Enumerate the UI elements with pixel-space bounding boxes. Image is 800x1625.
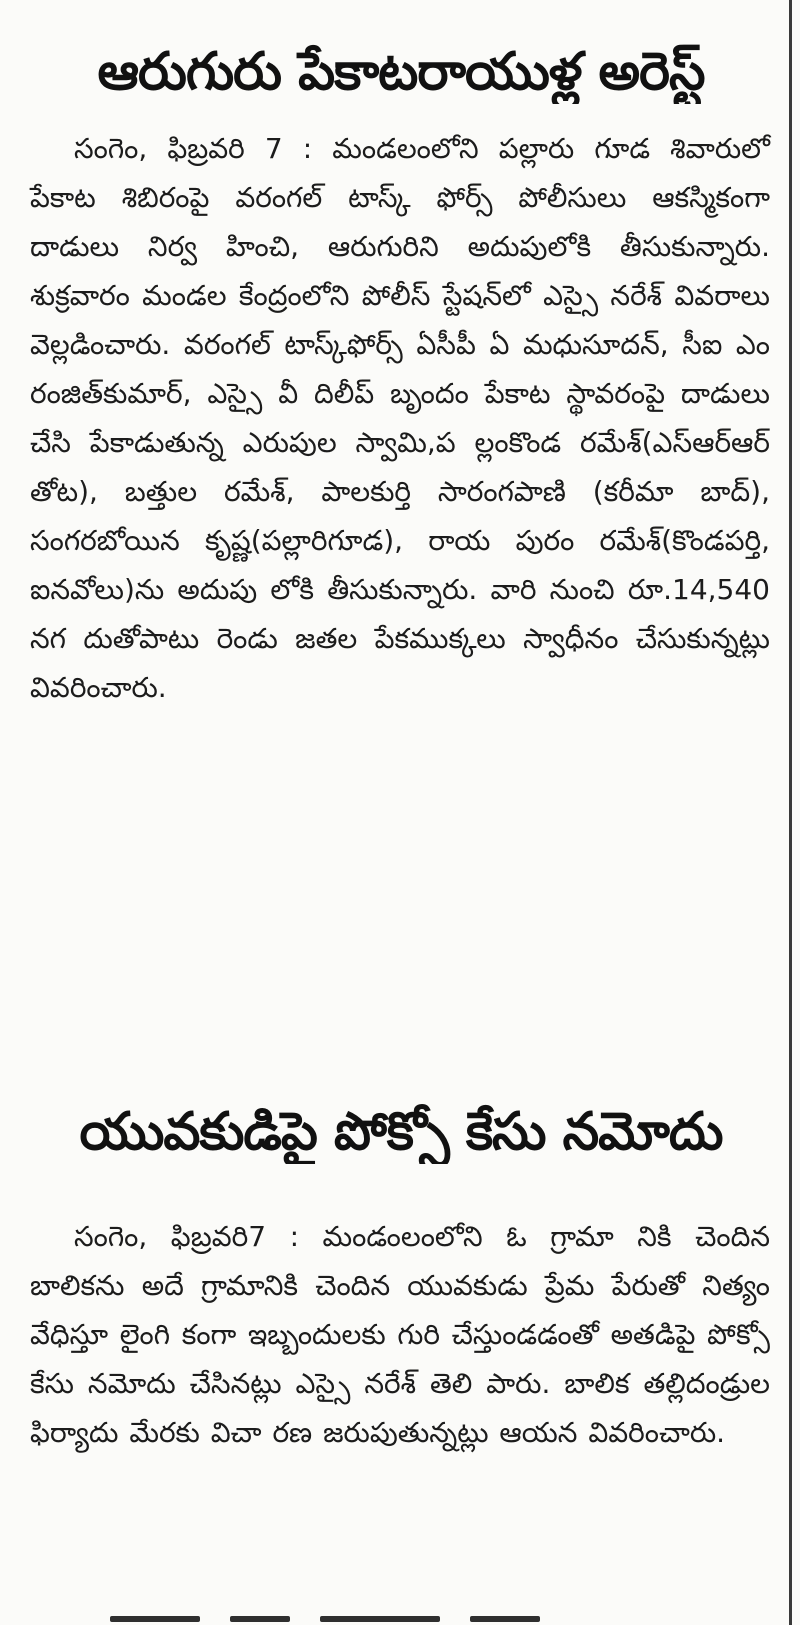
- headline-arrest: ఆరుగురు పేకాటరాయుళ్ల అరెస్ట్: [97, 42, 705, 102]
- cropped-text-fragment-top: [150, 0, 290, 8]
- headline-pocso: యువకుడిపై పోక్సో కేసు నమోదు: [79, 1102, 723, 1162]
- article-body-pocso: సంగెం, ఫిబ్రవరి7 : మండంలంలోని ఓ గ్రామా నికి చెందిన బాలికను అదే గ్రామానికి చెందిన యువకుడు ప్రేమ పేరుతో నిత్యం వేధిస్తూ లైంగి కంగా ఇబ్బందులకు గురి చేస్తుండడంతో అతడిపై పోక్సో కేసు నమోదు చేసినట్లు ఎస్సై నరేశ్ తెలి పారు. బాలిక తల్లిదండ్రుల ఫిర్యాదు మేరకు విచా రణ జరుపుతున్నట్లు ఆయన వివరించారు.: [30, 1220, 770, 1449]
- column-rule: [789, 0, 792, 1625]
- cropped-text-fragment-bottom: [70, 1606, 710, 1625]
- article-body-arrest: సంగెం, ఫిబ్రవరి 7 : మండలంలోని పల్లారు గూడ శివారులో పేకాట శిబిరంపై వరంగల్ టాస్క్ ఫోర్స్ పోలీసులు ఆకస్మికంగా దాడులు నిర్వ హించి, ఆరుగురిని అదుపులోకి తీసుకున్నారు. శుక్రవారం మండల కేంద్రంలోని పోలీస్ స్టేషన్‌లో ఎస్సై నరేశ్ వివరాలు వెల్లడించారు. వరంగల్ టాస్క్‌ఫోర్స్ ఏసీపీ ఏ మధుసూదన్, సీఐ ఎం రంజిత్‌కుమార్, ఎస్సై వీ దిలీప్ బృందం పేకాట స్థావరంపై దాడులు చేసి పేకాడుతున్న ఎరుపుల స్వామి,ప ల్లంకొండ రమేశ్(ఎస్‌ఆర్‌ఆర్ తోట), బత్తుల రమేశ్, పాలకుర్తి సారంగపాణి (కరీమా బాద్), సంగరబోయిన కృష్ణ(పల్లారిగూడ), రాయ పురం రమేశ్(కొండపర్తి, ఐనవోలు)ను అదుపు లోకి తీసుకున్నారు. వారి నుంచి రూ.14,540 నగ దుతోపాటు రెండు జతల పేకముక్కలు స్వాధీనం చేసుకున్నట్లు వివరించారు.: [30, 132, 770, 704]
